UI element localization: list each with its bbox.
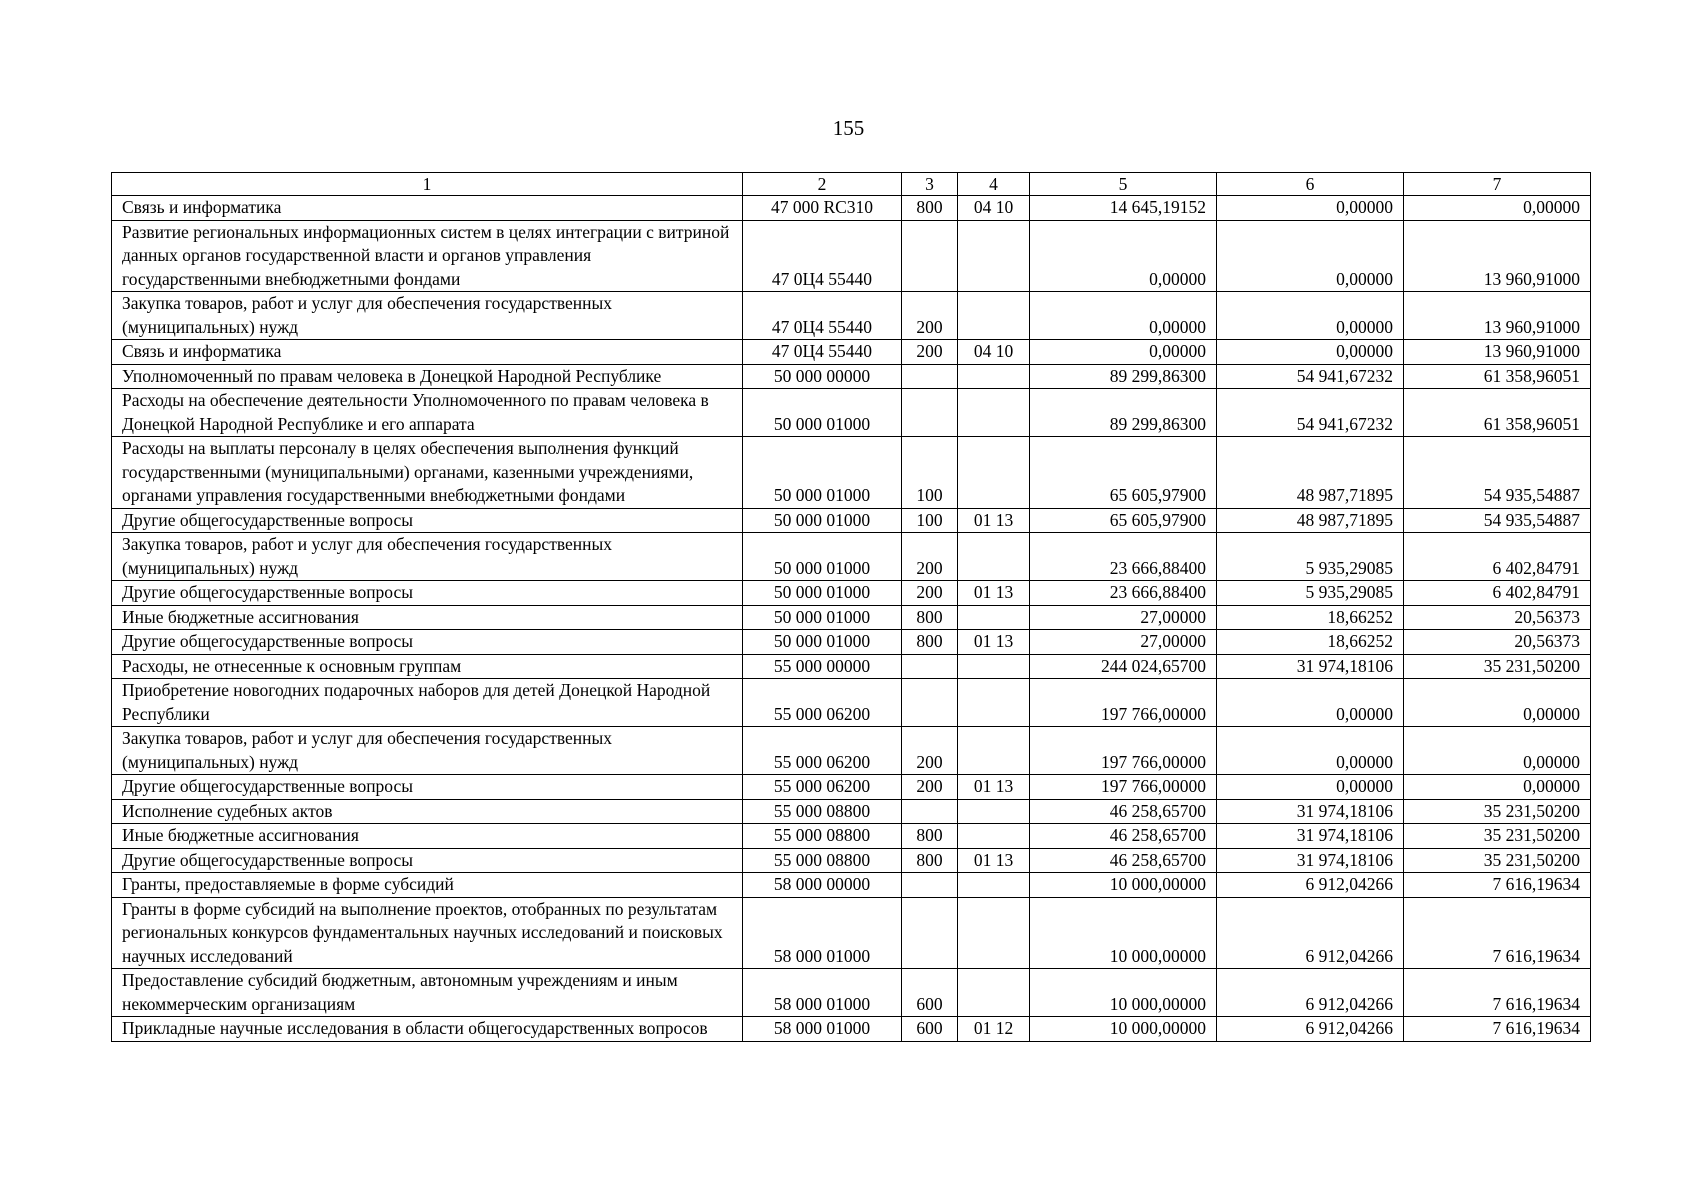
expense-type-cell: 200	[902, 727, 958, 775]
expense-type-cell: 200	[902, 340, 958, 365]
amount-cell: 61 358,96051	[1404, 364, 1591, 389]
amount-cell: 27,00000	[1030, 605, 1217, 630]
row-name-cell: Расходы на обеспечение деятельности Уполномоченного по правам человека в Донецкой Народной Республике и его аппарата	[112, 389, 743, 437]
column-header: 5	[1030, 173, 1217, 196]
target-article-cell: 50 000 01000	[743, 389, 902, 437]
expense-type-cell: 600	[902, 969, 958, 1017]
target-article-cell: 50 000 01000	[743, 630, 902, 655]
target-article-cell: 50 000 00000	[743, 364, 902, 389]
row-name-cell: Другие общегосударственные вопросы	[112, 848, 743, 873]
amount-cell: 5 935,29085	[1217, 533, 1404, 581]
amount-cell: 5 935,29085	[1217, 581, 1404, 606]
amount-cell: 10 000,00000	[1030, 897, 1217, 969]
amount-cell: 0,00000	[1030, 340, 1217, 365]
row-name-cell: Исполнение судебных актов	[112, 799, 743, 824]
amount-cell: 31 974,18106	[1217, 848, 1404, 873]
budget-table	[111, 172, 1591, 1042]
row-name-cell: Закупка товаров, работ и услуг для обеспечения государственных (муниципальных) нужд	[112, 727, 743, 775]
target-article-cell: 50 000 01000	[743, 533, 902, 581]
table-row	[112, 196, 1591, 221]
target-article-cell: 50 000 01000	[743, 437, 902, 509]
expense-type-cell	[902, 364, 958, 389]
table-row	[112, 799, 1591, 824]
section-cell	[958, 824, 1030, 849]
amount-cell: 6 912,04266	[1217, 897, 1404, 969]
amount-cell: 31 974,18106	[1217, 824, 1404, 849]
amount-cell: 35 231,50200	[1404, 848, 1591, 873]
amount-cell: 65 605,97900	[1030, 437, 1217, 509]
amount-cell: 31 974,18106	[1217, 654, 1404, 679]
target-article-cell: 58 000 00000	[743, 873, 902, 898]
target-article-cell: 58 000 01000	[743, 1017, 902, 1042]
amount-cell: 10 000,00000	[1030, 1017, 1217, 1042]
target-article-cell: 58 000 01000	[743, 969, 902, 1017]
column-header: 3	[902, 173, 958, 196]
section-cell: 01 13	[958, 775, 1030, 800]
amount-cell: 10 000,00000	[1030, 969, 1217, 1017]
amount-cell: 197 766,00000	[1030, 775, 1217, 800]
amount-cell: 0,00000	[1217, 340, 1404, 365]
amount-cell: 0,00000	[1217, 679, 1404, 727]
expense-type-cell: 600	[902, 1017, 958, 1042]
amount-cell: 13 960,91000	[1404, 292, 1591, 340]
row-name-cell: Другие общегосударственные вопросы	[112, 581, 743, 606]
amount-cell: 14 645,19152	[1030, 196, 1217, 221]
table-row	[112, 824, 1591, 849]
amount-cell: 18,66252	[1217, 630, 1404, 655]
section-cell: 01 13	[958, 848, 1030, 873]
amount-cell: 54 935,54887	[1404, 437, 1591, 509]
section-cell	[958, 533, 1030, 581]
section-cell	[958, 897, 1030, 969]
amount-cell: 7 616,19634	[1404, 1017, 1591, 1042]
amount-cell: 0,00000	[1404, 775, 1591, 800]
amount-cell: 0,00000	[1404, 196, 1591, 221]
amount-cell: 48 987,71895	[1217, 508, 1404, 533]
amount-cell: 197 766,00000	[1030, 679, 1217, 727]
target-article-cell: 55 000 06200	[743, 775, 902, 800]
table-row	[112, 437, 1591, 509]
table-row	[112, 969, 1591, 1017]
expense-type-cell: 100	[902, 508, 958, 533]
table-row	[112, 364, 1591, 389]
row-name-cell: Прикладные научные исследования в области общегосударственных вопросов	[112, 1017, 743, 1042]
amount-cell: 6 912,04266	[1217, 969, 1404, 1017]
expense-type-cell: 800	[902, 824, 958, 849]
amount-cell: 46 258,65700	[1030, 848, 1217, 873]
row-name-cell: Уполномоченный по правам человека в Донецкой Народной Республике	[112, 364, 743, 389]
amount-cell: 7 616,19634	[1404, 969, 1591, 1017]
target-article-cell: 47 0Ц4 55440	[743, 292, 902, 340]
row-name-cell: Развитие региональных информационных систем в целях интеграции с витриной данных органов государственной власти и органов управления государственными внебюджетными фондами	[112, 220, 743, 292]
expense-type-cell	[902, 897, 958, 969]
target-article-cell: 47 0Ц4 55440	[743, 220, 902, 292]
section-cell: 01 13	[958, 508, 1030, 533]
row-name-cell: Другие общегосударственные вопросы	[112, 775, 743, 800]
target-article-cell: 50 000 01000	[743, 508, 902, 533]
table-row	[112, 292, 1591, 340]
row-name-cell: Предоставление субсидий бюджетным, автономным учреждениям и иным некоммерческим организациям	[112, 969, 743, 1017]
amount-cell: 89 299,86300	[1030, 389, 1217, 437]
table-row	[112, 581, 1591, 606]
amount-cell: 0,00000	[1217, 220, 1404, 292]
target-article-cell: 55 000 08800	[743, 848, 902, 873]
table-row	[112, 897, 1591, 969]
amount-cell: 13 960,91000	[1404, 340, 1591, 365]
table-row	[112, 848, 1591, 873]
row-name-cell: Другие общегосударственные вопросы	[112, 630, 743, 655]
row-name-cell: Приобретение новогодних подарочных наборов для детей Донецкой Народной Республики	[112, 679, 743, 727]
table-row	[112, 654, 1591, 679]
table-row	[112, 508, 1591, 533]
amount-cell: 0,00000	[1217, 775, 1404, 800]
page-number: 155	[832, 116, 865, 140]
section-cell	[958, 873, 1030, 898]
expense-type-cell: 100	[902, 437, 958, 509]
section-cell	[958, 437, 1030, 509]
amount-cell: 0,00000	[1404, 679, 1591, 727]
amount-cell: 46 258,65700	[1030, 824, 1217, 849]
amount-cell: 48 987,71895	[1217, 437, 1404, 509]
amount-cell: 54 935,54887	[1404, 508, 1591, 533]
amount-cell: 27,00000	[1030, 630, 1217, 655]
expense-type-cell	[902, 220, 958, 292]
column-header: 1	[112, 173, 743, 196]
table-row	[112, 533, 1591, 581]
section-cell	[958, 654, 1030, 679]
target-article-cell: 55 000 06200	[743, 727, 902, 775]
amount-cell: 23 666,88400	[1030, 533, 1217, 581]
amount-cell: 0,00000	[1404, 727, 1591, 775]
row-name-cell: Другие общегосударственные вопросы	[112, 508, 743, 533]
expense-type-cell	[902, 873, 958, 898]
table-row	[112, 679, 1591, 727]
amount-cell: 46 258,65700	[1030, 799, 1217, 824]
expense-type-cell: 200	[902, 533, 958, 581]
row-name-cell: Иные бюджетные ассигнования	[112, 605, 743, 630]
row-name-cell: Иные бюджетные ассигнования	[112, 824, 743, 849]
row-name-cell: Закупка товаров, работ и услуг для обеспечения государственных (муниципальных) нужд	[112, 533, 743, 581]
column-header: 6	[1217, 173, 1404, 196]
row-name-cell: Связь и информатика	[112, 340, 743, 365]
table-body	[112, 196, 1591, 1042]
expense-type-cell: 800	[902, 605, 958, 630]
target-article-cell: 55 000 00000	[743, 654, 902, 679]
amount-cell: 244 024,65700	[1030, 654, 1217, 679]
amount-cell: 6 402,84791	[1404, 581, 1591, 606]
section-cell: 01 13	[958, 630, 1030, 655]
section-cell	[958, 292, 1030, 340]
target-article-cell: 55 000 08800	[743, 799, 902, 824]
amount-cell: 35 231,50200	[1404, 799, 1591, 824]
section-cell	[958, 605, 1030, 630]
amount-cell: 7 616,19634	[1404, 897, 1591, 969]
table-row	[112, 873, 1591, 898]
amount-cell: 23 666,88400	[1030, 581, 1217, 606]
amount-cell: 13 960,91000	[1404, 220, 1591, 292]
expense-type-cell: 200	[902, 775, 958, 800]
target-article-cell: 47 000 RC310	[743, 196, 902, 221]
section-cell	[958, 727, 1030, 775]
target-article-cell: 50 000 01000	[743, 581, 902, 606]
section-cell: 04 10	[958, 196, 1030, 221]
target-article-cell: 55 000 06200	[743, 679, 902, 727]
section-cell	[958, 799, 1030, 824]
target-article-cell: 47 0Ц4 55440	[743, 340, 902, 365]
table-row	[112, 1017, 1591, 1042]
amount-cell: 10 000,00000	[1030, 873, 1217, 898]
section-cell: 01 13	[958, 581, 1030, 606]
amount-cell: 65 605,97900	[1030, 508, 1217, 533]
amount-cell: 0,00000	[1030, 292, 1217, 340]
amount-cell: 197 766,00000	[1030, 727, 1217, 775]
expense-type-cell: 800	[902, 848, 958, 873]
expense-type-cell	[902, 389, 958, 437]
amount-cell: 6 912,04266	[1217, 1017, 1404, 1042]
table-row	[112, 389, 1591, 437]
row-name-cell: Закупка товаров, работ и услуг для обеспечения государственных (муниципальных) нужд	[112, 292, 743, 340]
amount-cell: 6 912,04266	[1217, 873, 1404, 898]
section-cell: 04 10	[958, 340, 1030, 365]
expense-type-cell: 200	[902, 581, 958, 606]
expense-type-cell: 800	[902, 196, 958, 221]
table-row	[112, 775, 1591, 800]
amount-cell: 89 299,86300	[1030, 364, 1217, 389]
amount-cell: 20,56373	[1404, 605, 1591, 630]
amount-cell: 35 231,50200	[1404, 824, 1591, 849]
row-name-cell: Связь и информатика	[112, 196, 743, 221]
column-header: 7	[1404, 173, 1591, 196]
amount-cell: 54 941,67232	[1217, 364, 1404, 389]
expense-type-cell	[902, 799, 958, 824]
expense-type-cell: 200	[902, 292, 958, 340]
section-cell	[958, 969, 1030, 1017]
expense-type-cell: 800	[902, 630, 958, 655]
section-cell	[958, 389, 1030, 437]
target-article-cell: 50 000 01000	[743, 605, 902, 630]
amount-cell: 31 974,18106	[1217, 799, 1404, 824]
table-row	[112, 340, 1591, 365]
section-cell	[958, 679, 1030, 727]
section-cell	[958, 364, 1030, 389]
section-cell: 01 12	[958, 1017, 1030, 1042]
column-header: 4	[958, 173, 1030, 196]
amount-cell: 20,56373	[1404, 630, 1591, 655]
table-row	[112, 630, 1591, 655]
table-row	[112, 220, 1591, 292]
expense-type-cell	[902, 654, 958, 679]
row-name-cell: Гранты в форме субсидий на выполнение проектов, отобранных по результатам региональных конкурсов фундаментальных научных исследований и поисковых научных исследований	[112, 897, 743, 969]
row-name-cell: Расходы на выплаты персоналу в целях обеспечения выполнения функций государственными (муниципальными) органами, казенными учреждениями, органами управления государственными внебюджетными фондами	[112, 437, 743, 509]
amount-cell: 35 231,50200	[1404, 654, 1591, 679]
target-article-cell: 55 000 08800	[743, 824, 902, 849]
expense-type-cell	[902, 679, 958, 727]
amount-cell: 54 941,67232	[1217, 389, 1404, 437]
row-name-cell: Гранты, предоставляемые в форме субсидий	[112, 873, 743, 898]
section-cell	[958, 220, 1030, 292]
table-header-row	[112, 173, 1591, 196]
amount-cell: 7 616,19634	[1404, 873, 1591, 898]
amount-cell: 0,00000	[1217, 196, 1404, 221]
amount-cell: 0,00000	[1217, 727, 1404, 775]
amount-cell: 61 358,96051	[1404, 389, 1591, 437]
column-header: 2	[743, 173, 902, 196]
amount-cell: 0,00000	[1030, 220, 1217, 292]
row-name-cell: Расходы, не отнесенные к основным группам	[112, 654, 743, 679]
table-row	[112, 605, 1591, 630]
amount-cell: 6 402,84791	[1404, 533, 1591, 581]
amount-cell: 0,00000	[1217, 292, 1404, 340]
table-row	[112, 727, 1591, 775]
target-article-cell: 58 000 01000	[743, 897, 902, 969]
amount-cell: 18,66252	[1217, 605, 1404, 630]
